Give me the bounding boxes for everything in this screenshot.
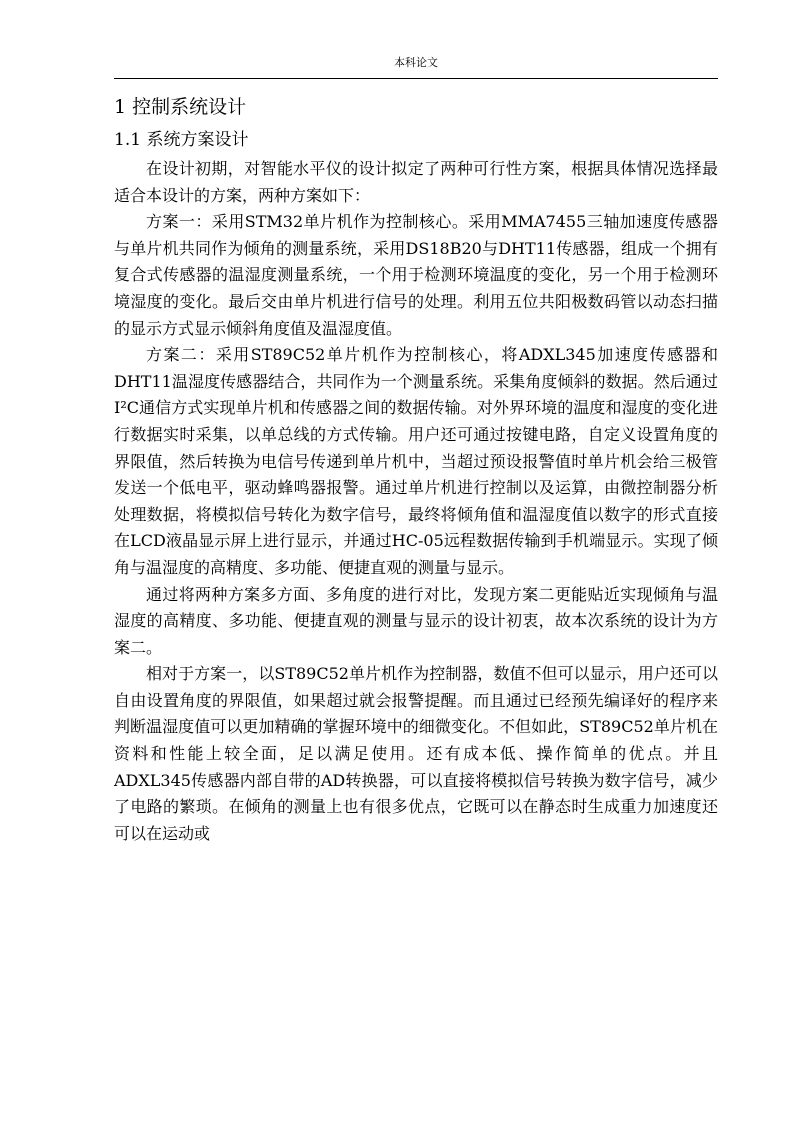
paragraph-advantages: 相对于方案一，以ST89C52单片机作为控制器，数值不但可以显示，用户还可以自由设置角度的界限值，如果超过就会报警提醒。而且通过已经预先编译好的程序来判断温湿度值可以更加精确的掌握环境中的细微变化。不但如此，ST89C52单片机在资料和性能上较全面，足以满足使用。还有成本低、操作简单的优点。并且ADXL345传感器内部自带的AD转换器，可以直接将模拟信号转换为数字信号，减少了电路的繁琐。在倾角的测量上也有很多优点，它既可以在静态时生成重力加速度还可以在运动或 [114,664,718,843]
paragraph-intro: 在设计初期，对智能水平仪的设计拟定了两种可行性方案，根据具体情况选择最适合本设计的方案，两种方案如下： [114,159,718,205]
paragraph-scheme-one: 方案一：采用STM32单片机作为控制核心。采用MMA7455三轴加速度传感器与单片机共同作为倾角的测量系统，采用DS18B20与DHT11传感器，组成一个拥有复合式传感器的温湿度测量系统，一个用于检测环境温度的变化，另一个用于检测环境湿度的变化。最后交由单片机进行信号的处理。利用五位共阳极数码管以动态扫描的显示方式显示倾斜角度值及温湿度值。 [114,212,718,338]
chapter-title: 1 控制系统设计 [114,96,247,118]
document-body [114,90,718,847]
page-header [114,56,718,79]
section-title: 1.1 系统方案设计 [114,130,249,150]
paragraph-scheme-two: 方案二：采用ST89C52单片机作为控制核心，将ADXL345加速度传感器和DHT11温湿度传感器结合，共同作为一个测量系统。采集角度倾斜的数据。然后通过I²C通信方式实现单片机和传感器之间的数据传输。对外界环境的温度和湿度的变化进行数据实时采集，以单总线的方式传输。用户还可通过按键电路，自定义设置角度的界限值，然后转换为电信号传递到单片机中，当超过预设报警值时单片机会给三极管发送一个低电平，驱动蜂鸣器报警。通过单片机进行控制以及运算，由微控制器分析处理数据，将模拟信号转化为数字信号，最终将倾角值和温湿度值以数字的形式直接在LCD液晶显示屏上进行显示，并通过HC-05远程数据传输到手机端显示。实现了倾角与温湿度的高精度、多功能、便捷直观的测量与显示。 [114,345,718,577]
paragraph-comparison: 通过将两种方案多方面、多角度的进行对比，发现方案二更能贴近实现倾角与温湿度的高精度、多功能、便捷直观的测量与显示的设计初衷，故本次系统的设计为方案二。 [114,584,718,657]
header-title: 本科论文 [394,56,438,69]
